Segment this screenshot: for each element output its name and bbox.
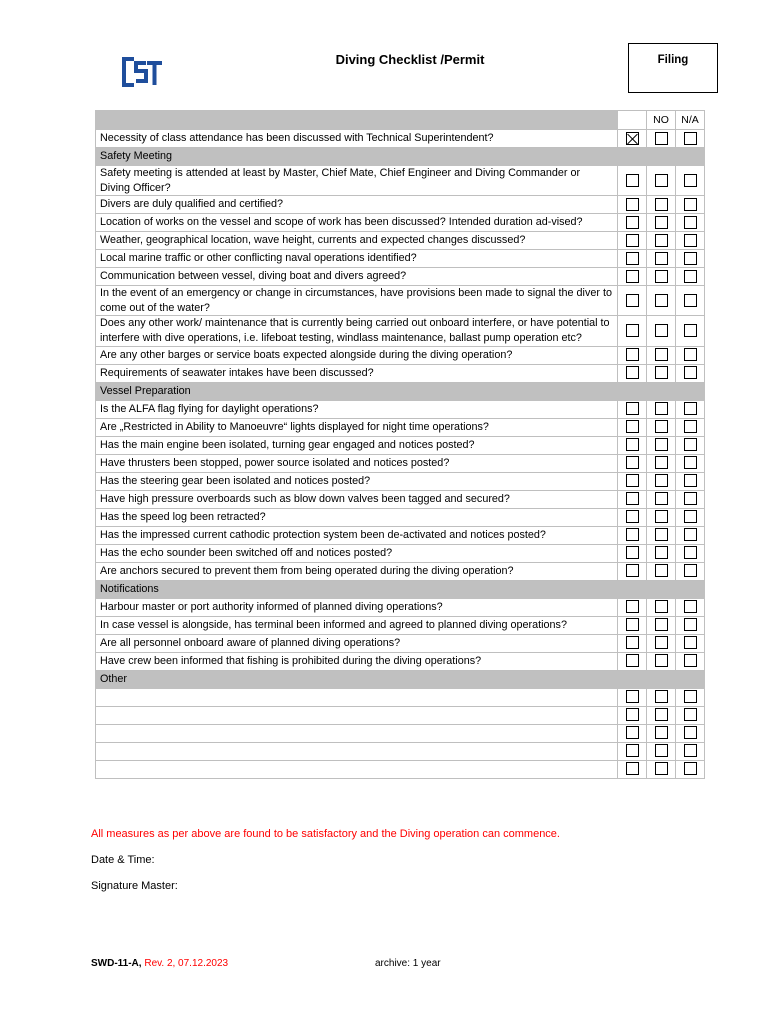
- header-blank: [96, 111, 618, 130]
- checkbox-na-cell: [676, 598, 705, 616]
- section-header: [96, 670, 705, 688]
- checkbox-na-cell: [676, 760, 705, 778]
- question-text: Have crew been informed that fishing is prohibited during the diving operations?: [96, 652, 618, 670]
- checkbox-yes-cell: [618, 688, 647, 706]
- checkbox-no[interactable]: [655, 252, 668, 265]
- checkbox-na[interactable]: [684, 546, 697, 559]
- checkbox-yes-cell: [618, 418, 647, 436]
- checkbox-na[interactable]: [684, 708, 697, 721]
- checkbox-no-cell: [647, 688, 676, 706]
- checkbox-no-cell: [647, 598, 676, 616]
- checkbox-yes[interactable]: [626, 366, 639, 379]
- checkbox-no[interactable]: [655, 726, 668, 739]
- checkbox-no[interactable]: [655, 366, 668, 379]
- checklist-row: [96, 526, 705, 544]
- checkbox-yes-cell: [618, 598, 647, 616]
- question-text: In the event of an emergency or change in circumstances, have provisions been made to signal the diver to come out of the water?: [96, 286, 618, 316]
- checkbox-na-cell: [676, 688, 705, 706]
- footer-doc-ref: [91, 958, 228, 969]
- checkbox-na[interactable]: [684, 198, 697, 211]
- checkbox-na[interactable]: [684, 726, 697, 739]
- section-title: Vessel Preparation: [96, 382, 705, 400]
- checkbox-na[interactable]: [684, 270, 697, 283]
- checkbox-yes-cell: [618, 760, 647, 778]
- checkbox-na[interactable]: [684, 174, 697, 187]
- checklist-row: [96, 706, 705, 724]
- checklist-row: [96, 490, 705, 508]
- checkbox-no-cell: [647, 760, 676, 778]
- checkbox-yes-cell: [618, 250, 647, 268]
- checkbox-yes[interactable]: [626, 294, 639, 307]
- checkbox-yes[interactable]: [626, 420, 639, 433]
- checkbox-yes[interactable]: [626, 654, 639, 667]
- checklist-row: [96, 724, 705, 742]
- question-text: Has the main engine been isolated, turning gear engaged and notices posted?: [96, 436, 618, 454]
- question-text: Requirements of seawater intakes have been discussed?: [96, 364, 618, 382]
- checkbox-yes[interactable]: [626, 762, 639, 775]
- checkbox-no-cell: [647, 400, 676, 418]
- question-text: Weather, geographical location, wave height, currents and expected changes discussed?: [96, 232, 618, 250]
- checkbox-na[interactable]: [684, 324, 697, 337]
- question-text: [96, 760, 618, 778]
- checklist-row: [96, 436, 705, 454]
- checkbox-no-cell: [647, 508, 676, 526]
- checkbox-na[interactable]: [684, 510, 697, 523]
- checkbox-yes-cell: [618, 196, 647, 214]
- checkbox-yes-cell: [618, 652, 647, 670]
- checkbox-na[interactable]: [684, 564, 697, 577]
- checkbox-yes-cell: [618, 436, 647, 454]
- checklist-row: [96, 316, 705, 346]
- document-title: Diving Checklist /Permit: [335, 52, 485, 67]
- checkbox-yes-cell: [618, 316, 647, 346]
- checkbox-yes-cell: [618, 706, 647, 724]
- checkbox-no-cell: [647, 706, 676, 724]
- checkbox-yes-cell: [618, 634, 647, 652]
- checkbox-na-cell: [676, 130, 705, 148]
- section-title: Safety Meeting: [96, 148, 705, 166]
- checkbox-no-cell: [647, 316, 676, 346]
- checkbox-na-cell: [676, 316, 705, 346]
- checkbox-no-cell: [647, 286, 676, 316]
- checkbox-yes-cell: [618, 166, 647, 196]
- checkbox-na[interactable]: [684, 348, 697, 361]
- question-text: Has the impressed current cathodic protection system been de-activated and notices posted?: [96, 526, 618, 544]
- checkbox-yes[interactable]: [626, 216, 639, 229]
- checkbox-no-cell: [647, 250, 676, 268]
- question-text: Have thrusters been stopped, power source isolated and notices posted?: [96, 454, 618, 472]
- question-text: Safety meeting is attended at least by Master, Chief Mate, Chief Engineer and Diving Commander or Diving Officer?: [96, 166, 618, 196]
- checkbox-no[interactable]: [655, 420, 668, 433]
- commencement-statement: All measures as per above are found to be satisfactory and the Diving operation can commence.: [91, 828, 560, 840]
- question-text: Are anchors secured to prevent them from being operated during the diving operation?: [96, 562, 618, 580]
- checkbox-na[interactable]: [684, 420, 697, 433]
- checkbox-no[interactable]: [655, 348, 668, 361]
- checkbox-na-cell: [676, 472, 705, 490]
- checklist-row: [96, 562, 705, 580]
- checklist-row: [96, 544, 705, 562]
- checkbox-no[interactable]: [655, 474, 668, 487]
- checkbox-no[interactable]: [655, 324, 668, 337]
- checkbox-yes-cell: [618, 526, 647, 544]
- checkbox-na[interactable]: [684, 366, 697, 379]
- section-header: [96, 382, 705, 400]
- checklist-row: [96, 652, 705, 670]
- section-title: Other: [96, 670, 705, 688]
- question-text: Harbour master or port authority informed of planned diving operations?: [96, 598, 618, 616]
- checkbox-no-cell: [647, 268, 676, 286]
- checkbox-yes[interactable]: [626, 402, 639, 415]
- checklist-row: [96, 250, 705, 268]
- question-text: Local marine traffic or other conflicting naval operations identified?: [96, 250, 618, 268]
- checkbox-na-cell: [676, 652, 705, 670]
- checkbox-yes-cell: [618, 508, 647, 526]
- checkbox-no[interactable]: [655, 654, 668, 667]
- checkbox-yes-cell: [618, 724, 647, 742]
- checklist-row: [96, 472, 705, 490]
- checklist-row: [96, 634, 705, 652]
- checkbox-no[interactable]: [655, 510, 668, 523]
- checkbox-na[interactable]: [684, 690, 697, 703]
- checkbox-na-cell: [676, 250, 705, 268]
- checkbox-na-cell: [676, 724, 705, 742]
- question-text: Are any other barges or service boats expected alongside during the diving operation?: [96, 346, 618, 364]
- checklist-row: [96, 508, 705, 526]
- checkbox-na-cell: [676, 616, 705, 634]
- checklist-row: [96, 232, 705, 250]
- checklist-row: [96, 346, 705, 364]
- question-text: Has the echo sounder been switched off and notices posted?: [96, 544, 618, 562]
- checkbox-na[interactable]: [684, 216, 697, 229]
- checkbox-na-cell: [676, 508, 705, 526]
- checklist-row: [96, 166, 705, 196]
- checkbox-no-cell: [647, 562, 676, 580]
- checkbox-no-cell: [647, 454, 676, 472]
- checkbox-na[interactable]: [684, 234, 697, 247]
- question-text: Communication between vessel, diving boat and divers agreed?: [96, 268, 618, 286]
- checkbox-na[interactable]: [684, 744, 697, 757]
- checkbox-yes[interactable]: [626, 726, 639, 739]
- checkbox-no[interactable]: [655, 132, 668, 145]
- checkbox-no-cell: [647, 544, 676, 562]
- checkbox-yes-cell: [618, 130, 647, 148]
- checkbox-no-cell: [647, 472, 676, 490]
- section-title: Notifications: [96, 580, 705, 598]
- checkbox-yes-cell: [618, 562, 647, 580]
- checkbox-yes[interactable]: [626, 252, 639, 265]
- checkbox-yes-cell: [618, 742, 647, 760]
- checklist-row: [96, 760, 705, 778]
- checkbox-no-cell: [647, 742, 676, 760]
- checkbox-yes-cell: [618, 364, 647, 382]
- question-text: In case vessel is alongside, has terminal been informed and agreed to planned diving operations?: [96, 616, 618, 634]
- question-text: Location of works on the vessel and scope of work has been discussed? Intended duration ad-vised?: [96, 214, 618, 232]
- checkbox-no[interactable]: [655, 438, 668, 451]
- checkbox-yes[interactable]: [626, 564, 639, 577]
- checkbox-no[interactable]: [655, 546, 668, 559]
- checkbox-yes-cell: [618, 544, 647, 562]
- checkbox-no-cell: [647, 436, 676, 454]
- checklist-row: [96, 598, 705, 616]
- checkbox-no[interactable]: [655, 294, 668, 307]
- checkbox-no[interactable]: [655, 216, 668, 229]
- checkbox-yes[interactable]: [626, 708, 639, 721]
- company-logo: [120, 56, 164, 88]
- revision: Rev. 2, 07.12.2023: [144, 958, 229, 969]
- checkbox-na-cell: [676, 706, 705, 724]
- checkbox-no-cell: [647, 346, 676, 364]
- checkbox-na[interactable]: [684, 132, 697, 145]
- checkbox-no[interactable]: [655, 762, 668, 775]
- question-text: Have high pressure overboards such as blow down valves been tagged and secured?: [96, 490, 618, 508]
- checkbox-no-cell: [647, 166, 676, 196]
- checkbox-na[interactable]: [684, 600, 697, 613]
- checkbox-no[interactable]: [655, 690, 668, 703]
- checkbox-no[interactable]: [655, 174, 668, 187]
- checkbox-no-cell: [647, 490, 676, 508]
- checkbox-na-cell: [676, 490, 705, 508]
- checkbox-yes[interactable]: [626, 270, 639, 283]
- question-text: Divers are duly qualified and certified?: [96, 196, 618, 214]
- checkbox-no[interactable]: [655, 636, 668, 649]
- checkbox-yes[interactable]: [626, 528, 639, 541]
- checkbox-yes-cell: [618, 232, 647, 250]
- checkbox-na[interactable]: [684, 474, 697, 487]
- checkbox-no-cell: [647, 616, 676, 634]
- checkbox-no[interactable]: [655, 234, 668, 247]
- checklist-row: [96, 268, 705, 286]
- signature-master-label: Signature Master:: [91, 880, 178, 892]
- checkbox-yes-cell: [618, 268, 647, 286]
- checkbox-yes[interactable]: [626, 744, 639, 757]
- checkbox-no[interactable]: [655, 528, 668, 541]
- checkbox-yes-cell: [618, 490, 647, 508]
- checkbox-no-cell: [647, 214, 676, 232]
- checkbox-no[interactable]: [655, 744, 668, 757]
- question-text: Has the steering gear been isolated and notices posted?: [96, 472, 618, 490]
- checkbox-no[interactable]: [655, 270, 668, 283]
- archive-note: archive: 1 year: [375, 958, 441, 969]
- checklist-row: [96, 688, 705, 706]
- checklist-table: [95, 110, 705, 779]
- checkbox-na[interactable]: [684, 528, 697, 541]
- checkbox-yes[interactable]: [626, 174, 639, 187]
- checkbox-na-cell: [676, 454, 705, 472]
- section-header: [96, 148, 705, 166]
- checkbox-na[interactable]: [684, 438, 697, 451]
- checkbox-no-cell: [647, 652, 676, 670]
- section-header: [96, 580, 705, 598]
- checkbox-na-cell: [676, 562, 705, 580]
- checkbox-no[interactable]: [655, 618, 668, 631]
- checkbox-yes-cell: [618, 400, 647, 418]
- checkbox-yes[interactable]: [626, 324, 639, 337]
- checkbox-na-cell: [676, 286, 705, 316]
- checkbox-yes[interactable]: [626, 234, 639, 247]
- checkbox-yes[interactable]: [626, 492, 639, 505]
- checkbox-no-cell: [647, 364, 676, 382]
- checkbox-no[interactable]: [655, 600, 668, 613]
- checkbox-na-cell: [676, 196, 705, 214]
- checkbox-no[interactable]: [655, 492, 668, 505]
- checkbox-na-cell: [676, 166, 705, 196]
- checkbox-no-cell: [647, 418, 676, 436]
- filing-box: [628, 43, 718, 93]
- checkbox-yes[interactable]: [626, 636, 639, 649]
- checkbox-no-cell: [647, 130, 676, 148]
- checklist-row: [96, 616, 705, 634]
- header-na: N/A: [676, 111, 705, 130]
- checkbox-na-cell: [676, 742, 705, 760]
- checkbox-na[interactable]: [684, 762, 697, 775]
- checklist-row: [96, 454, 705, 472]
- checkbox-yes-cell: [618, 214, 647, 232]
- checkbox-yes[interactable]: [626, 618, 639, 631]
- question-text: Has the speed log been retracted?: [96, 508, 618, 526]
- checkbox-no[interactable]: [655, 708, 668, 721]
- doc-code: SWD-11-A,: [91, 958, 142, 969]
- column-header-row: [96, 111, 705, 130]
- checkbox-yes[interactable]: [626, 510, 639, 523]
- checkbox-na-cell: [676, 364, 705, 382]
- question-text: Is the ALFA flag flying for daylight operations?: [96, 400, 618, 418]
- checkbox-yes[interactable]: [626, 348, 639, 361]
- checkbox-yes-cell: [618, 286, 647, 316]
- question-text: Are all personnel onboard aware of planned diving operations?: [96, 634, 618, 652]
- checkbox-no-cell: [647, 196, 676, 214]
- checkbox-na-cell: [676, 232, 705, 250]
- question-text: [96, 688, 618, 706]
- checkbox-yes[interactable]: [626, 546, 639, 559]
- date-time-label: Date & Time:: [91, 854, 155, 866]
- question-text: [96, 706, 618, 724]
- checklist-row: [96, 196, 705, 214]
- checkbox-yes[interactable]: [626, 132, 639, 145]
- checklist-row: [96, 364, 705, 382]
- checkbox-no[interactable]: [655, 198, 668, 211]
- checkbox-na-cell: [676, 400, 705, 418]
- checklist-row: [96, 130, 705, 148]
- checkbox-yes[interactable]: [626, 438, 639, 451]
- checkbox-na-cell: [676, 634, 705, 652]
- question-text: [96, 724, 618, 742]
- checkbox-yes-cell: [618, 454, 647, 472]
- checkbox-na-cell: [676, 526, 705, 544]
- checkbox-na[interactable]: [684, 456, 697, 469]
- checkbox-na[interactable]: [684, 252, 697, 265]
- checkbox-na-cell: [676, 544, 705, 562]
- checkbox-na-cell: [676, 436, 705, 454]
- question-text: Necessity of class attendance has been discussed with Technical Superintendent?: [96, 130, 618, 148]
- filing-label: Filing: [657, 54, 689, 66]
- checkbox-yes[interactable]: [626, 474, 639, 487]
- checklist-row: [96, 400, 705, 418]
- checkbox-no[interactable]: [655, 564, 668, 577]
- checklist-row: [96, 742, 705, 760]
- checkbox-yes[interactable]: [626, 600, 639, 613]
- checkbox-no-cell: [647, 724, 676, 742]
- question-text: [96, 742, 618, 760]
- checklist-row: [96, 418, 705, 436]
- checkbox-no-cell: [647, 232, 676, 250]
- checkbox-yes[interactable]: [626, 198, 639, 211]
- checkbox-na[interactable]: [684, 654, 697, 667]
- checkbox-na[interactable]: [684, 636, 697, 649]
- checklist-row: [96, 286, 705, 316]
- checkbox-na[interactable]: [684, 294, 697, 307]
- checkbox-yes[interactable]: [626, 690, 639, 703]
- checkbox-no[interactable]: [655, 456, 668, 469]
- checkbox-na[interactable]: [684, 402, 697, 415]
- header-yes: [618, 111, 647, 130]
- checkbox-na[interactable]: [684, 618, 697, 631]
- checkbox-na-cell: [676, 346, 705, 364]
- checkbox-na-cell: [676, 418, 705, 436]
- checklist-row: [96, 214, 705, 232]
- checkbox-na[interactable]: [684, 492, 697, 505]
- checkbox-no-cell: [647, 526, 676, 544]
- checkbox-yes-cell: [618, 616, 647, 634]
- checkbox-yes[interactable]: [626, 456, 639, 469]
- question-text: Are „Restricted in Ability to Manoeuvre“ lights displayed for night time operations?: [96, 418, 618, 436]
- checkbox-yes-cell: [618, 346, 647, 364]
- header-no: NO: [647, 111, 676, 130]
- checkbox-no-cell: [647, 634, 676, 652]
- checkbox-na-cell: [676, 214, 705, 232]
- checkbox-na-cell: [676, 268, 705, 286]
- question-text: Does any other work/ maintenance that is currently being carried out onboard interfere, or have potential to interfere with dive operations, i.e. lifeboat testing, windlass maintenance, ballast pump operation etc?: [96, 316, 618, 346]
- checkbox-no[interactable]: [655, 402, 668, 415]
- checkbox-yes-cell: [618, 472, 647, 490]
